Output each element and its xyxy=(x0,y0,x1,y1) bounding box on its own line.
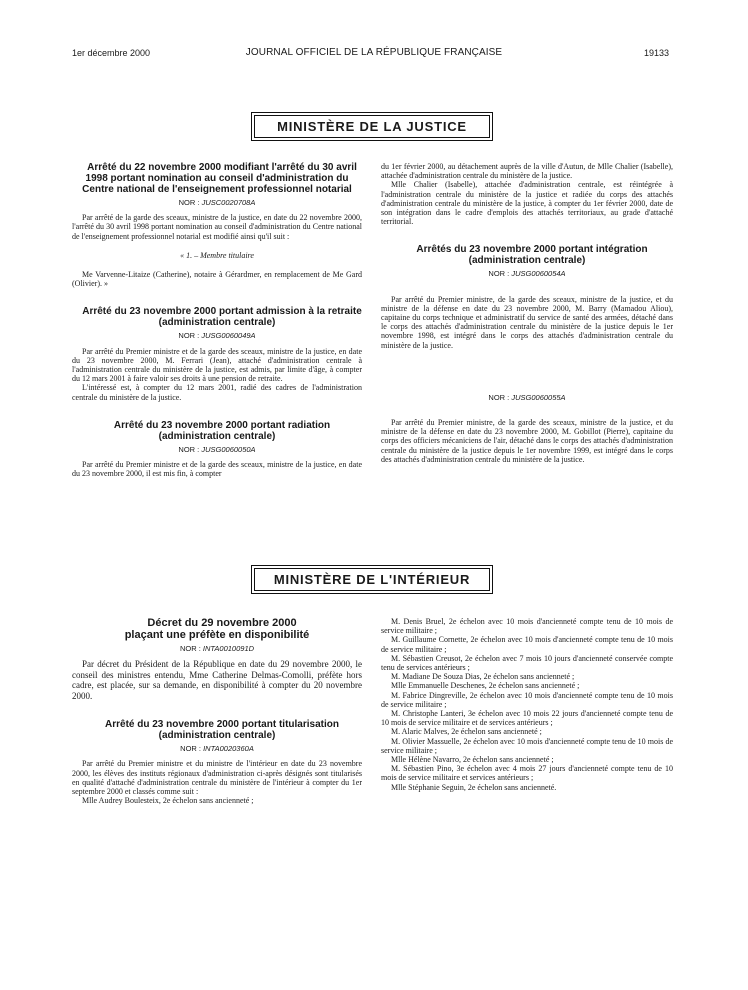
list-item: M. Guillaume Cornette, 2e échelon avec 10 mois d'ancienneté compte tenu de 10 mois de service militaire ; xyxy=(381,635,673,654)
interieur-left-column xyxy=(72,617,362,805)
nor-code: JUSG0060054A xyxy=(511,269,566,279)
nor-reference xyxy=(72,644,362,653)
justice-right-column xyxy=(381,162,673,464)
paragraph: L'intéressé est, à compter du 12 mars 2001, radié des cadres de l'administration centrale du ministère de la justice. xyxy=(72,383,362,402)
nor-label: NOR : xyxy=(178,198,200,207)
nor-label: NOR : xyxy=(488,269,510,279)
ministry-banner-interieur xyxy=(251,565,493,594)
nor-reference xyxy=(72,198,362,207)
nor-code: JUSG0060055A xyxy=(511,392,566,402)
article-title: Arrêté du 23 novembre 2000 portant admission à la retraite (administration centrale) xyxy=(82,306,362,329)
nor-reference xyxy=(72,445,362,454)
ministry-banner-justice xyxy=(251,112,493,141)
interieur-right-column xyxy=(381,617,673,792)
nor-label: NOR : xyxy=(488,392,510,402)
list-item: M. Denis Bruel, 2e échelon avec 10 mois d'ancienneté compte tenu de 10 mois de service militaire ; xyxy=(381,617,673,636)
paragraph: Par arrêté du Premier ministre, de la garde des sceaux, ministre de la justice, et du ministre de la défense en date du 23 novembre 2000, M. Gobillot (Pierre), capitaine du corps des officiers mécaniciens de l'air, détaché dans le corps des attachés d'administration centrale du ministère de la justice depuis le 1er novembre 1999, est intégré dans le corps des attachés d'administration centrale du ministère de la justice. xyxy=(381,418,673,464)
list-item: Mlle Emmanuelle Deschenes, 2e échelon sans ancienneté ; xyxy=(391,681,580,691)
nor-label: NOR : xyxy=(178,444,200,454)
article-title: Décret du 29 novembre 2000 plaçant une préfète en disponibilité xyxy=(124,617,310,641)
nor-code: INTA0020360A xyxy=(203,744,254,754)
nor-label: NOR : xyxy=(179,644,201,653)
nor-code: JUSG0060049A xyxy=(201,331,256,341)
nor-label: NOR : xyxy=(178,331,200,341)
ministry-banner-justice-label: MINISTÈRE DE LA JUSTICE xyxy=(254,115,490,138)
list-item: M. Christophe Lanteri, 3e échelon avec 10 mois 22 jours d'ancienneté compte tenu de 10 mois de service militaire et de services antérieurs ; xyxy=(381,709,673,728)
list-item: M. Olivier Massuelle, 2e échelon avec 10 mois d'ancienneté compte tenu de 10 mois de service militaire ; xyxy=(381,736,673,755)
nor-reference xyxy=(381,269,673,278)
list-item: M. Sébastien Creusot, 2e échelon avec 7 mois 10 jours d'ancienneté conservée compte tenu de services antérieurs ; xyxy=(381,653,673,673)
article-title: Arrêté du 22 novembre 2000 modifiant l'arrêté du 30 avril 1998 portant nomination au conseil d'administration du Centre national de l'enseignement professionnel notarial xyxy=(82,162,357,195)
journal-title: JOURNAL OFFICIEL DE LA RÉPUBLIQUE FRANÇAISE xyxy=(245,47,503,58)
paragraph: Par arrêté du Premier ministre et de la garde des sceaux, ministre de la justice, en date du 23 novembre 2000, il est mis fin, à compter xyxy=(72,460,362,479)
page-number: 19133 xyxy=(644,48,670,58)
nor-label: NOR : xyxy=(180,744,201,754)
nor-code: INTA0010091D xyxy=(202,644,255,653)
nor-reference xyxy=(72,331,362,340)
nor-code: JUSC0020708A xyxy=(201,198,256,207)
list-item: M. Sébastien Pino, 3e échelon avec 4 mois 27 jours d'ancienneté compte tenu de 10 mois de service militaire et services antérieurs ; xyxy=(381,764,673,783)
paragraph: Par arrêté du Premier ministre et du ministre de l'intérieur en date du 23 novembre 2000, les élèves des instituts régionaux d'administration ci-après désignés sont titularisés en qualité d'attaché d'administration centrale du ministère de l'intérieur à compter du 1er septembre 2000 et classés comme suit : xyxy=(72,759,362,797)
nor-reference xyxy=(72,744,362,753)
header-date: 1er décembre 2000 xyxy=(72,48,151,58)
paragraph: Mlle Audrey Boulesteix, 2e échelon sans ancienneté ; xyxy=(82,796,254,806)
nor-code: JUSG0060050A xyxy=(201,444,256,454)
paragraph: Mlle Chalier (Isabelle), attachée d'administration centrale, est réintégrée à l'administration centrale du ministère de la justice et radiée du corps des attachés d'administration centrale du ministère de la justice, à compter du 1er février 2000, date de son intégration dans le cadre d'emplois des attachés territoriaux, au grade d'attaché territorial. xyxy=(381,180,673,227)
list-item: Mlle Hélène Navarro, 2e échelon sans ancienneté ; xyxy=(391,755,554,765)
paragraph: Me Varvenne-Litaize (Catherine), notaire à Gérardmer, en remplacement de Me Gard (Olivier). » xyxy=(72,270,362,289)
paragraph: Par arrêté du Premier ministre, de la garde des sceaux, ministre de la justice, et du ministre de la défense en date du 23 novembre 2000, M. Barry (Mamadou Aliou), capitaine du corps technique et administratif du service de santé des armées, détaché dans le corps des attachés d'administration centrale du ministère de la justice depuis le 1er novembre 1998, est intégré dans le corps des attachés d'administration centrale du ministère de la justice. xyxy=(381,294,673,350)
paragraph: Par décret du Président de la République en date du 29 novembre 2000, le conseil des ministres entendu, Mme Catherine Delmas-Comolli, préfète hors cadre, est placée, sur sa demande, en disponibilité à compter du 20 novembre 2000. xyxy=(72,659,362,701)
ministry-banner-interieur-label: MINISTÈRE DE L'INTÉRIEUR xyxy=(254,568,490,591)
paragraph: Par arrêté de la garde des sceaux, ministre de la justice, en date du 22 novembre 2000, l'arrêté du 30 avril 1998 portant nomination au conseil d'administration du Centre national de l'enseignement professionnel notarial est modifié ainsi qu'il suit : xyxy=(72,213,362,241)
list-item: M. Fabrice Dingreville, 2e échelon avec 10 mois d'ancienneté compte tenu de 10 mois de service militaire ; xyxy=(381,690,673,709)
paragraph: Par arrêté du Premier ministre et de la garde des sceaux, ministre de la justice, en date du 23 novembre 2000, M. Ferrari (Jean), attaché d'administration centrale à l'administration centrale du ministère de la justice, est admis, par limite d'âge, à compter du 12 mars 2001 à faire valoir ses droits à une pension de retraite. xyxy=(72,346,362,384)
paragraph: du 1er février 2000, au détachement auprès de la ville d'Autun, de Mlle Chalier (Isabelle), attachée d'administration centrale du ministère de la justice. xyxy=(381,162,673,181)
article-title: Arrêtés du 23 novembre 2000 portant intégration (administration centrale) xyxy=(416,244,648,267)
nor-reference xyxy=(381,393,673,402)
justice-left-column xyxy=(72,162,362,478)
article-title: Arrêté du 23 novembre 2000 portant titularisation (administration centrale) xyxy=(105,719,339,742)
list-item: M. Madiane De Souza Dias, 2e échelon sans ancienneté ; xyxy=(391,672,575,682)
list-item: Mlle Stéphanie Seguin, 2e échelon sans ancienneté. xyxy=(391,782,557,792)
article-title: Arrêté du 23 novembre 2000 portant radiation (administration centrale) xyxy=(113,419,331,442)
paragraph: « 1. – Membre titulaire xyxy=(180,250,254,260)
list-item: M. Alaric Malves, 2e échelon sans ancienneté ; xyxy=(391,727,542,737)
